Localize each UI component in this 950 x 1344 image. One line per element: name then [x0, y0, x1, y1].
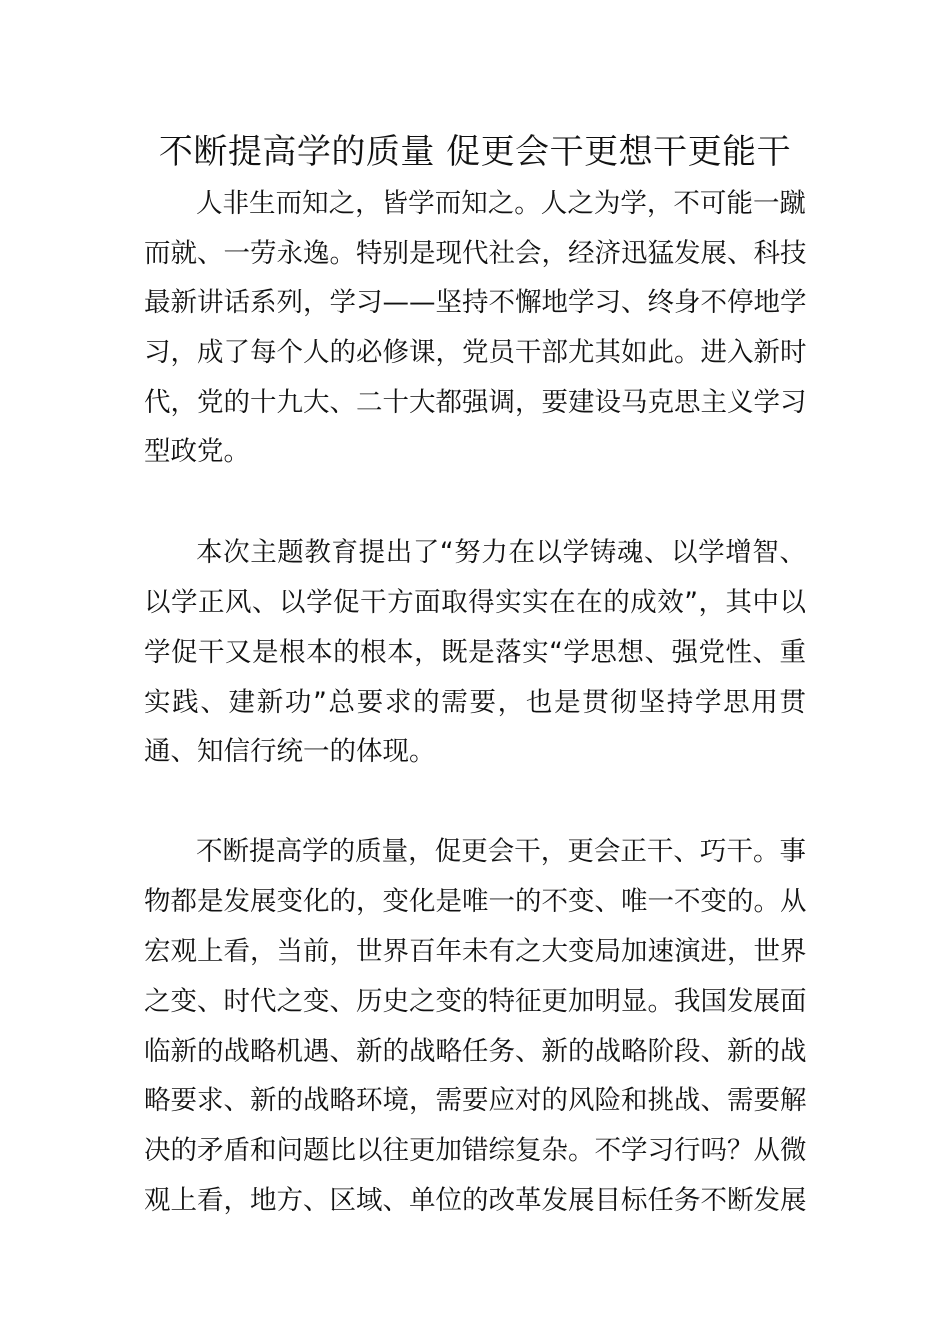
paragraph-3-line-1: 不断提高学的质量，促更会干，更会正干、巧干。事 [196, 836, 806, 867]
paragraph-3-line-6: 略要求、新的战略环境，需要应对的风险和挑战、需要解 [144, 1085, 806, 1116]
paragraph-2-line-3: 学促干又是根本的根本，既是落实“学思想、强党性、重 [144, 637, 806, 668]
paragraph-1-line-4: 习，成了每个人的必修课，党员干部尤其如此。进入新时 [144, 337, 806, 368]
paragraph-3-line-5: 临新的战略机遇、新的战略任务、新的战略阶段、新的战 [144, 1036, 806, 1067]
paragraph-3-line-2: 物都是发展变化的，变化是唯一的不变、唯一不变的。从 [144, 886, 806, 917]
document-title: 不断提高学的质量 促更会干更想干更能干 [158, 132, 792, 172]
paragraph-1-line-6: 型政党。 [144, 436, 250, 467]
paragraph-3-line-7: 决的矛盾和问题比以往更加错综复杂。不学习行吗？从微 [144, 1135, 806, 1166]
paragraph-1-line-5: 代，党的十九大、二十大都强调，要建设马克思主义学习 [144, 387, 806, 418]
paragraph-3-line-8: 观上看，地方、区域、单位的改革发展目标任务不断发展 [144, 1185, 806, 1216]
paragraph-2-line-5: 通、知信行统一的体现。 [144, 736, 436, 767]
paragraph-1-line-3: 最新讲话系列，学习——坚持不懈地学习、终身不停地学 [144, 287, 806, 318]
paragraph-1-line-2: 而就、一劳永逸。特别是现代社会，经济迅猛发展、科技 [144, 238, 806, 269]
paragraph-2-line-4: 实践、建新功”总要求的需要，也是贯彻坚持学思用贯 [144, 687, 806, 718]
paragraph-2-line-1: 本次主题教育提出了“努力在以学铸魂、以学增智、 [196, 537, 806, 568]
paragraph-2-line-2: 以学正风、以学促干方面取得实实在在的成效”，其中以 [144, 587, 806, 618]
paragraph-3-line-3: 宏观上看，当前，世界百年未有之大变局加速演进，世界 [144, 936, 806, 967]
paragraph-3-line-4: 之变、时代之变、历史之变的特征更加明显。我国发展面 [144, 986, 806, 1017]
paragraph-1-line-1: 人非生而知之，皆学而知之。人之为学，不可能一蹴 [196, 188, 806, 219]
